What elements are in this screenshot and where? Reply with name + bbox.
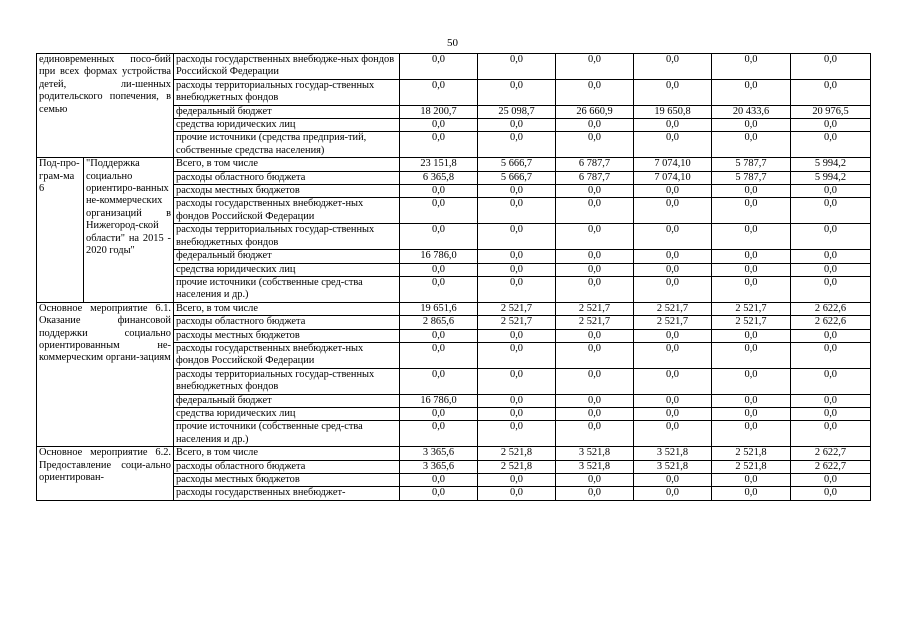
amount-cell: 2 521,8 [712, 447, 791, 460]
amount-cell: 2 521,7 [478, 316, 556, 329]
amount-cell: 0,0 [478, 394, 556, 407]
amount-cell: 0,0 [634, 250, 712, 263]
funding-source: федеральный бюджет [174, 250, 400, 263]
program-label: Основное мероприятие 6.2. Предоставление соци-ально ориентирован- [37, 447, 174, 501]
amount-cell: 2 521,7 [712, 316, 791, 329]
amount-cell: 0,0 [400, 342, 478, 368]
amount-cell: 0,0 [400, 79, 478, 105]
amount-cell: 0,0 [634, 368, 712, 394]
funding-source: средства юридических лиц [174, 119, 400, 132]
amount-cell: 0,0 [712, 224, 791, 250]
amount-cell: 0,0 [478, 487, 556, 500]
amount-cell: 0,0 [712, 198, 791, 224]
amount-cell: 0,0 [478, 224, 556, 250]
amount-cell: 2 865,6 [400, 316, 478, 329]
funding-source: расходы местных бюджетов [174, 474, 400, 487]
amount-cell: 0,0 [400, 329, 478, 342]
amount-cell: 0,0 [712, 263, 791, 276]
amount-cell: 0,0 [712, 487, 791, 500]
program-title: "Поддержка социально ориентиро-ванных не-коммерческих организаций в Нижегород-ской области" на 2015 - 2020 годы" [84, 158, 174, 302]
amount-cell: 5 787,7 [712, 171, 791, 184]
amount-cell: 0,0 [634, 132, 712, 158]
amount-cell: 2 521,7 [634, 316, 712, 329]
funding-source: расходы территориальных государ-ственных внебюджетных фондов [174, 79, 400, 105]
amount-cell: 0,0 [556, 487, 634, 500]
amount-cell: 23 151,8 [400, 158, 478, 171]
amount-cell: 0,0 [556, 263, 634, 276]
amount-cell: 0,0 [478, 79, 556, 105]
amount-cell: 0,0 [634, 224, 712, 250]
amount-cell: 0,0 [634, 329, 712, 342]
funding-source: расходы областного бюджета [174, 316, 400, 329]
funding-source: расходы местных бюджетов [174, 185, 400, 198]
amount-cell: 0,0 [556, 224, 634, 250]
amount-cell: 0,0 [791, 54, 871, 80]
amount-cell: 0,0 [400, 119, 478, 132]
amount-cell: 3 365,6 [400, 460, 478, 473]
amount-cell: 3 521,8 [634, 460, 712, 473]
amount-cell: 0,0 [634, 119, 712, 132]
amount-cell: 0,0 [791, 487, 871, 500]
amount-cell: 0,0 [478, 368, 556, 394]
amount-cell: 0,0 [556, 79, 634, 105]
amount-cell: 2 622,6 [791, 302, 871, 315]
amount-cell: 0,0 [634, 198, 712, 224]
amount-cell: 0,0 [400, 407, 478, 420]
amount-cell: 2 521,7 [556, 316, 634, 329]
amount-cell: 2 521,8 [712, 460, 791, 473]
amount-cell: 0,0 [712, 394, 791, 407]
budget-table [36, 53, 871, 501]
amount-cell: 6 787,7 [556, 171, 634, 184]
program-label: Основное мероприятие 6.1. Оказание финансовой поддержки социально ориентированным не-коммерческим органи-зациям [37, 302, 174, 446]
amount-cell: 0,0 [634, 487, 712, 500]
funding-source: Всего, в том числе [174, 447, 400, 460]
amount-cell: 0,0 [478, 421, 556, 447]
amount-cell: 2 521,7 [712, 302, 791, 315]
amount-cell: 0,0 [556, 394, 634, 407]
amount-cell: 0,0 [634, 421, 712, 447]
table-row [37, 158, 871, 171]
funding-source: расходы государственных внебюджет- [174, 487, 400, 500]
amount-cell: 0,0 [400, 198, 478, 224]
amount-cell: 0,0 [712, 421, 791, 447]
amount-cell: 0,0 [791, 474, 871, 487]
funding-source: расходы местных бюджетов [174, 329, 400, 342]
funding-source: Всего, в том числе [174, 158, 400, 171]
amount-cell: 20 976,5 [791, 105, 871, 118]
amount-cell: 0,0 [478, 407, 556, 420]
funding-source: расходы государственных внебюджет-ных фондов Российской Федерации [174, 342, 400, 368]
funding-source: Всего, в том числе [174, 302, 400, 315]
amount-cell: 0,0 [791, 342, 871, 368]
amount-cell: 0,0 [791, 79, 871, 105]
amount-cell: 18 200,7 [400, 105, 478, 118]
amount-cell: 0,0 [791, 198, 871, 224]
amount-cell: 3 365,6 [400, 447, 478, 460]
amount-cell: 0,0 [556, 342, 634, 368]
amount-cell: 0,0 [634, 474, 712, 487]
amount-cell: 3 521,8 [556, 447, 634, 460]
amount-cell: 2 521,8 [478, 460, 556, 473]
amount-cell: 0,0 [556, 250, 634, 263]
amount-cell: 0,0 [791, 132, 871, 158]
amount-cell: 0,0 [556, 276, 634, 302]
amount-cell: 0,0 [556, 474, 634, 487]
amount-cell: 0,0 [556, 54, 634, 80]
funding-source: прочие источники (собственные сред-ства населения и др.) [174, 421, 400, 447]
amount-cell: 0,0 [556, 119, 634, 132]
table-body [37, 54, 871, 501]
amount-cell: 2 521,7 [478, 302, 556, 315]
amount-cell: 0,0 [791, 421, 871, 447]
amount-cell: 0,0 [712, 342, 791, 368]
amount-cell: 2 622,7 [791, 460, 871, 473]
funding-source: прочие источники (средства предприя-тий, собственные средства населения) [174, 132, 400, 158]
amount-cell: 0,0 [791, 407, 871, 420]
amount-cell: 0,0 [478, 263, 556, 276]
amount-cell: 5 994,2 [791, 171, 871, 184]
amount-cell: 0,0 [556, 198, 634, 224]
amount-cell: 0,0 [400, 368, 478, 394]
amount-cell: 0,0 [712, 185, 791, 198]
amount-cell: 5 994,2 [791, 158, 871, 171]
amount-cell: 0,0 [400, 487, 478, 500]
amount-cell: 2 622,6 [791, 316, 871, 329]
amount-cell: 5 787,7 [712, 158, 791, 171]
amount-cell: 0,0 [791, 224, 871, 250]
table-row [37, 54, 871, 80]
amount-cell: 0,0 [634, 394, 712, 407]
amount-cell: 0,0 [712, 79, 791, 105]
amount-cell: 0,0 [400, 224, 478, 250]
amount-cell: 0,0 [634, 276, 712, 302]
amount-cell: 0,0 [712, 250, 791, 263]
table-row [37, 302, 871, 315]
amount-cell: 16 786,0 [400, 250, 478, 263]
funding-source: расходы территориальных государ-ственных внебюджетных фондов [174, 368, 400, 394]
amount-cell: 0,0 [634, 263, 712, 276]
amount-cell: 19 651,6 [400, 302, 478, 315]
amount-cell: 0,0 [556, 368, 634, 394]
amount-cell: 0,0 [400, 132, 478, 158]
amount-cell: 0,0 [478, 185, 556, 198]
amount-cell: 0,0 [712, 119, 791, 132]
funding-source: расходы областного бюджета [174, 460, 400, 473]
amount-cell: 0,0 [400, 185, 478, 198]
amount-cell: 5 666,7 [478, 158, 556, 171]
amount-cell: 0,0 [478, 54, 556, 80]
funding-source: средства юридических лиц [174, 263, 400, 276]
amount-cell: 3 521,8 [634, 447, 712, 460]
amount-cell: 0,0 [634, 79, 712, 105]
funding-source: расходы государственных внебюджет-ных фондов Российской Федерации [174, 198, 400, 224]
amount-cell: 0,0 [791, 185, 871, 198]
amount-cell: 0,0 [478, 329, 556, 342]
amount-cell: 0,0 [791, 329, 871, 342]
amount-cell: 0,0 [478, 198, 556, 224]
amount-cell: 0,0 [712, 368, 791, 394]
amount-cell: 0,0 [634, 342, 712, 368]
funding-source: расходы государственных внебюдже-ных фондов Российской Федерации [174, 54, 400, 80]
funding-source: федеральный бюджет [174, 394, 400, 407]
amount-cell: 0,0 [712, 474, 791, 487]
amount-cell: 0,0 [791, 394, 871, 407]
amount-cell: 0,0 [556, 185, 634, 198]
amount-cell: 0,0 [791, 276, 871, 302]
program-label: единовременных посо-бий при всех формах устройства детей, ли-шенных родительского попечения, в семью [37, 54, 174, 158]
page-number: 50 [447, 37, 458, 49]
amount-cell: 0,0 [556, 132, 634, 158]
amount-cell: 19 650,8 [634, 105, 712, 118]
amount-cell: 20 433,6 [712, 105, 791, 118]
funding-source: расходы территориальных государ-ственных внебюджетных фондов [174, 224, 400, 250]
amount-cell: 7 074,10 [634, 171, 712, 184]
amount-cell: 0,0 [400, 474, 478, 487]
amount-cell: 6 787,7 [556, 158, 634, 171]
funding-source: расходы областного бюджета [174, 171, 400, 184]
amount-cell: 2 521,7 [556, 302, 634, 315]
amount-cell: 0,0 [712, 54, 791, 80]
amount-cell: 0,0 [634, 54, 712, 80]
amount-cell: 0,0 [712, 407, 791, 420]
amount-cell: 26 660,9 [556, 105, 634, 118]
amount-cell: 0,0 [478, 342, 556, 368]
amount-cell: 0,0 [634, 407, 712, 420]
amount-cell: 3 521,8 [556, 460, 634, 473]
amount-cell: 0,0 [478, 132, 556, 158]
amount-cell: 2 521,7 [634, 302, 712, 315]
table-row [37, 447, 871, 460]
amount-cell: 7 074,10 [634, 158, 712, 171]
amount-cell: 0,0 [400, 54, 478, 80]
amount-cell: 25 098,7 [478, 105, 556, 118]
amount-cell: 0,0 [634, 185, 712, 198]
amount-cell: 0,0 [478, 474, 556, 487]
amount-cell: 0,0 [712, 132, 791, 158]
amount-cell: 0,0 [556, 329, 634, 342]
funding-source: средства юридических лиц [174, 407, 400, 420]
amount-cell: 0,0 [791, 263, 871, 276]
amount-cell: 0,0 [478, 119, 556, 132]
amount-cell: 5 666,7 [478, 171, 556, 184]
amount-cell: 2 622,7 [791, 447, 871, 460]
amount-cell: 0,0 [400, 276, 478, 302]
amount-cell: 2 521,8 [478, 447, 556, 460]
amount-cell: 6 365,8 [400, 171, 478, 184]
amount-cell: 0,0 [478, 276, 556, 302]
funding-source: прочие источники (собственные сред-ства населения и др.) [174, 276, 400, 302]
amount-cell: 0,0 [712, 329, 791, 342]
amount-cell: 0,0 [791, 250, 871, 263]
amount-cell: 0,0 [712, 276, 791, 302]
amount-cell: 16 786,0 [400, 394, 478, 407]
amount-cell: 0,0 [478, 250, 556, 263]
amount-cell: 0,0 [400, 263, 478, 276]
amount-cell: 0,0 [556, 421, 634, 447]
amount-cell: 0,0 [556, 407, 634, 420]
amount-cell: 0,0 [400, 421, 478, 447]
amount-cell: 0,0 [791, 119, 871, 132]
funding-source: федеральный бюджет [174, 105, 400, 118]
program-label: Под-про-грам-ма 6 [37, 158, 84, 302]
amount-cell: 0,0 [791, 368, 871, 394]
